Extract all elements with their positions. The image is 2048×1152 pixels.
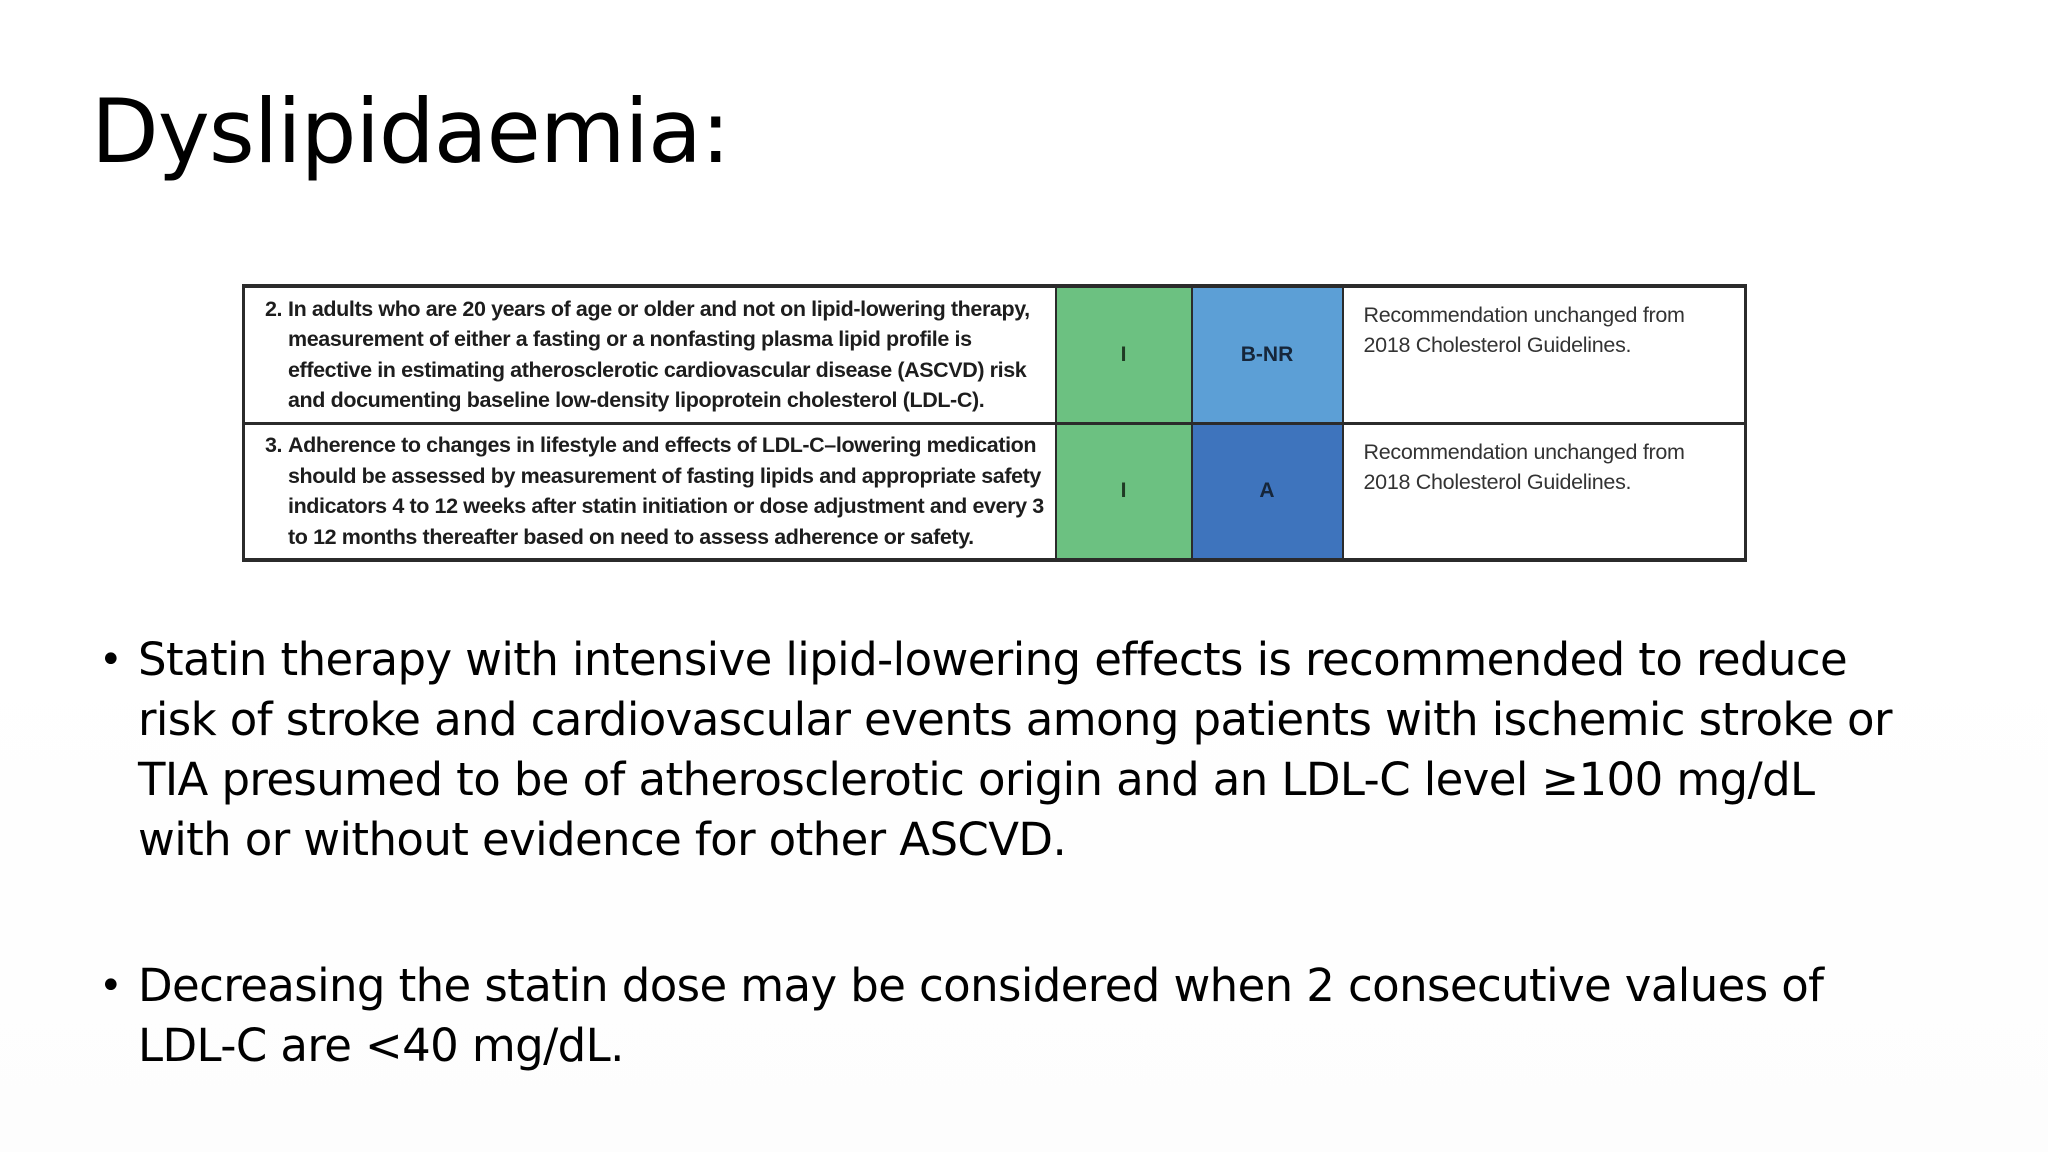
bullet-icon: • xyxy=(99,963,122,1009)
comment-cell: Recommendation unchanged from 2018 Cholesterol Guidelines. xyxy=(1343,423,1746,560)
recommendation-number: 2. xyxy=(265,296,283,321)
bullet-item xyxy=(99,956,1898,1076)
level-of-evidence: B-NR xyxy=(1192,286,1343,423)
bullet-text: Statin therapy with intensive lipid-lowering effects is recommended to reduce risk of stroke and cardiovascular events among patients with ischemic stroke or TIA presumed to be of atherosclerotic origin and an LDL-C level ≥100 mg/dL with or without evidence for other ASCVD. xyxy=(138,633,1892,866)
recommendation-cell xyxy=(244,286,1056,423)
recommendation-text: Adherence to changes in lifestyle and effects of LDL-C–lowering medication should be assessed by measurement of fasting lipids and appropriate safety indicators 4 to 12 weeks after statin initiation or dose adjustment and every 3 to 12 months thereafter based on need to assess adherence or safety. xyxy=(288,433,1044,549)
bullet-item xyxy=(99,630,1898,870)
comment-cell: Recommendation unchanged from 2018 Cholesterol Guidelines. xyxy=(1343,286,1746,423)
table-row xyxy=(244,286,1746,423)
recommendation-number: 3. xyxy=(265,433,283,458)
recommendation-text: In adults who are 20 years of age or older and not on lipid-lowering therapy, measurement of either a fasting or a nonfasting plasma lipid profile is effective in estimating atherosclerotic cardiovascular disease (ASCVD) risk and documenting baseline low-density lipoprotein cholesterol (LDL-C). xyxy=(288,296,1030,413)
recommendations-table xyxy=(242,284,1747,562)
table-row xyxy=(244,423,1746,560)
slide-title: Dyslipidaemia: xyxy=(91,80,730,183)
recommendation-cell xyxy=(244,423,1056,560)
class-of-recommendation: I xyxy=(1056,286,1192,423)
level-of-evidence: A xyxy=(1192,423,1343,560)
bullet-icon: • xyxy=(99,637,122,683)
class-of-recommendation: I xyxy=(1056,423,1192,560)
bullet-list xyxy=(99,630,1979,1076)
bullet-text: Decreasing the statin dose may be considered when 2 consecutive values of LDL-C are <40 mg/dL. xyxy=(138,959,1824,1072)
